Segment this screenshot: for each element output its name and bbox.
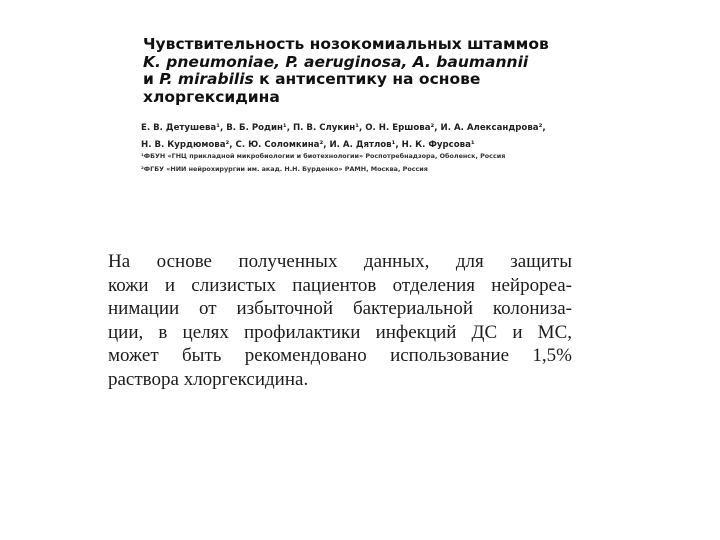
title-line-3-prefix: и [143, 70, 160, 88]
title-line-3 [143, 71, 593, 89]
affiliation-1: ¹ФБУН «ГНЦ прикладной микробиологии и биотехнологии» Роспотребнадзора, Оболенск, Россия [141, 152, 506, 160]
conclusion-line: ции, в целях профилактики инфекций ДС и МС, [108, 321, 572, 343]
title-line-4: хлоргексидина [143, 87, 280, 106]
title-line-3-italic: P. mirabilis [159, 70, 254, 88]
authors-line-2: Н. В. Курдюмова², С. Ю. Соломкина², И. А. Дятлов¹, Н. К. Фурсова¹ [141, 140, 475, 150]
conclusion-line: кожи и слизистых пациентов отделения нейрореа- [108, 274, 572, 296]
conclusion-line: может быть рекомендовано использование 1,5% [108, 345, 572, 366]
conclusion-line: нимации от избыточной бактериальной колониза- [108, 298, 572, 319]
title-line-1: Чувствительность нозокомиальных штаммов [143, 35, 549, 53]
conclusion-line: раствора хлоргексидина. [108, 368, 309, 390]
affiliation-2: ²ФГБУ «НИИ нейрохирургии им. акад. Н.Н. Бурденко» РАМН, Москва, Россия [141, 165, 428, 173]
author-list [141, 120, 581, 154]
authors-line-1: Е. В. Детушева¹, В. Б. Родин¹, П. В. Слукин¹, О. Н. Ершова², И. А. Александрова², [141, 123, 546, 133]
title-line-2: K. pneumoniae, P. aeruginosa, A. baumannii [143, 52, 529, 71]
title-line-3-rest: к антисептику на основе [253, 70, 481, 88]
conclusion-paragraph [108, 250, 572, 391]
article-title [143, 36, 593, 106]
conclusion-line: На основе полученных данных, для защиты [108, 251, 572, 272]
